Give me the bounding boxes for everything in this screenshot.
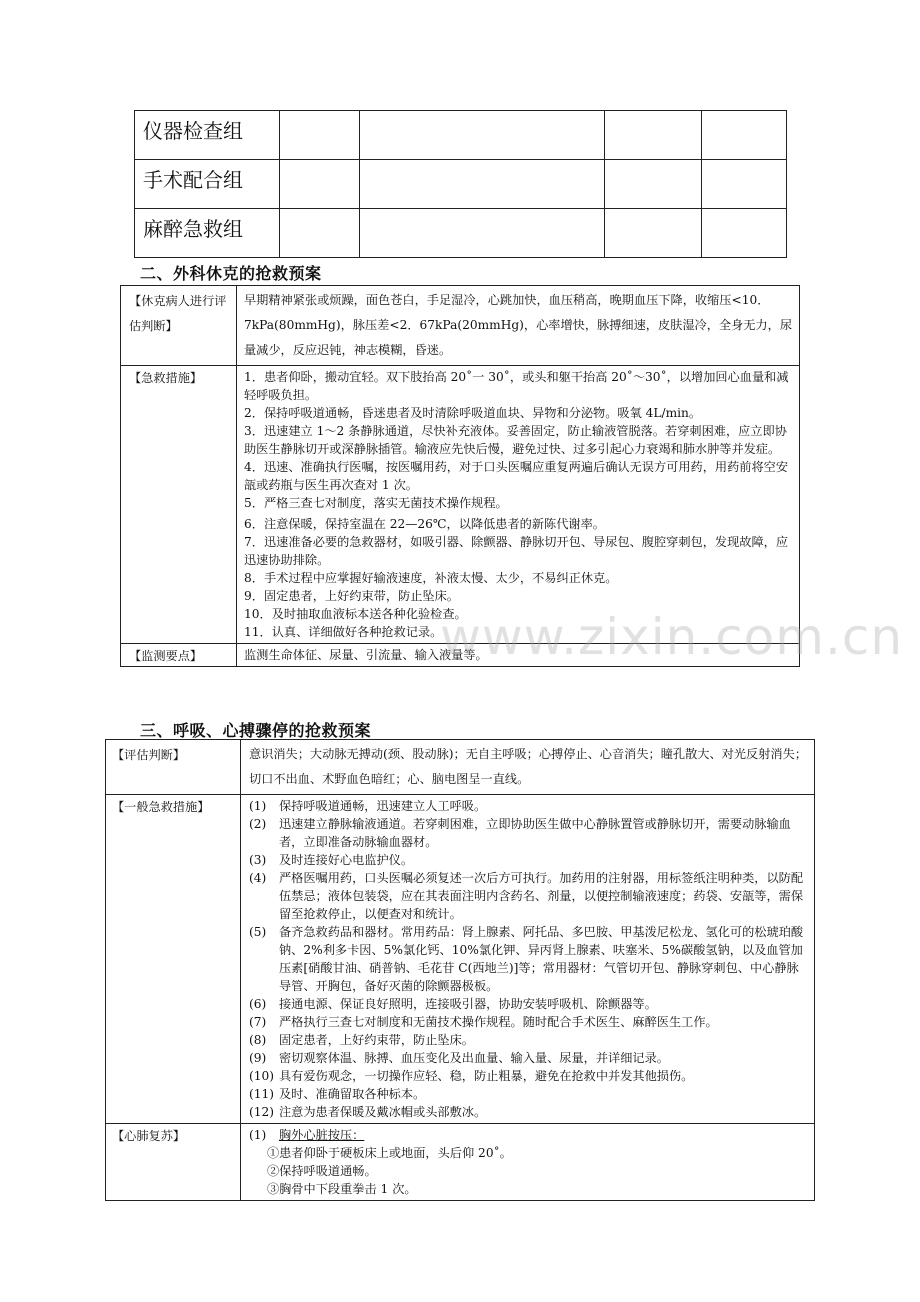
list-item (249, 923, 810, 995)
cpr-list (241, 1124, 815, 1201)
empty-cell (360, 209, 604, 258)
table-row (106, 1124, 815, 1201)
item-text: 备齐急救药品和器材。常用药品：肾上腺素、阿托品、多巴胺、甲基泼尼松龙、氢化可的松琥珀酸钠、2%利多卡因、5%氯化钙、10%氯化钾、异丙肾上腺素、呋塞米、5%碳酸氢钠，以及血管加压素[硝酸甘油、硝普钠、毛花苷 C(西地兰)]等；常用器材：气管切开包、静脉穿刺包、中心静脉导管、开胸包，备好灭菌的除颤器极板。 (279, 925, 804, 993)
list-item (249, 1049, 810, 1067)
empty-cell (702, 160, 787, 209)
empty-cell (360, 111, 604, 160)
row-label: 【休克病人进行评估判断】 (121, 286, 237, 366)
empty-cell (279, 111, 360, 160)
list-item (249, 1085, 810, 1103)
item-text: 接通电源、保证良好照明，连接吸引器，协助安装呼吸机、除颤器等。 (279, 997, 657, 1011)
row-label: 【急救措施】 (121, 366, 237, 644)
watermark: www.zixin.com.cn (440, 608, 904, 666)
item-text: 迅速建立静脉输液通道。若穿刺困难，立即协助医生做中心静脉置管或静脉切开，需要动脉输血者，立即准备动脉输血器材。 (279, 817, 791, 849)
section-title-arrest: 三、呼吸、心搏骤停的抢救预案 (140, 721, 372, 740)
list-item: 5．严格三查七对制度，落实无菌技术操作规程。 (244, 496, 508, 510)
table-row (135, 111, 787, 160)
list-item (249, 815, 810, 851)
list-item: 11．认真、详细做好各种抢救记录。 (244, 625, 443, 639)
empty-cell (604, 111, 702, 160)
item-number: (5) (249, 925, 267, 939)
empty-cell (604, 209, 702, 258)
general-measures-list (241, 795, 815, 1124)
empty-cell (604, 160, 702, 209)
table-row (106, 795, 815, 1124)
item-number: (6) (249, 997, 267, 1011)
list-item: 10．及时抽取血液标本送各种化验检查。 (244, 607, 467, 621)
item-number: (7) (249, 1015, 267, 1029)
list-item (249, 797, 810, 815)
item-number: (12) (249, 1105, 275, 1119)
item-text: 密切观察体温、脉搏、血压变化及出血量、输入量、尿量，并详细记录。 (279, 1051, 669, 1065)
list-item (249, 1067, 810, 1085)
group-name-cell: 麻醉急救组 (135, 209, 280, 258)
list-item: 6．注意保暖，保持室温在 22—26℃，以降低患者的新陈代谢率。 (244, 517, 605, 531)
item-number: (1) (249, 799, 267, 813)
measures-list (237, 366, 800, 644)
item-text: 保持呼吸道通畅，迅速建立人工呼吸。 (279, 799, 487, 813)
item-text: 及时连接好心电监护仪。 (279, 853, 414, 867)
row-content: 早期精神紧张或烦躁，面色苍白，手足湿冷，心跳加快，血压稍高，晚期血压下降，收缩压<10．7kPa(80mmHg)，脉压差<2．67kPa(20mmHg)，心率增快，脉搏细速，皮肤湿冷，全身无力，尿量减少，反应迟钝，神志模糊，昏迷。 (237, 286, 800, 366)
row-label: 【评估判断】 (106, 740, 241, 795)
list-item (249, 869, 810, 923)
list-item (249, 1013, 810, 1031)
arrest-plan-table (105, 739, 815, 1201)
list-item (249, 1103, 810, 1121)
table-row (106, 740, 815, 795)
list-item: 2．保持呼吸道通畅，昏迷患者及时清除呼吸道血块、异物和分泌物。吸氧 4L/min。 (244, 406, 702, 420)
item-number: (2) (249, 817, 267, 831)
table-row (135, 160, 787, 209)
list-item (249, 851, 810, 869)
item-number: (10) (249, 1069, 275, 1083)
list-item: 8．手术过程中应掌握好输液速度，补液太慢、太少，不易纠正休克。 (244, 571, 618, 585)
item-text: 具有爱伤观念，一切操作应轻、稳，防止粗暴，避免在抢救中并发其他损伤。 (279, 1069, 694, 1083)
item-number: (8) (249, 1033, 267, 1047)
table-row (121, 366, 800, 644)
item-text: 及时、准确留取各种标本。 (279, 1087, 426, 1101)
row-content: 监测生命体征、尿量、引流量、输入液量等。 (237, 644, 800, 667)
list-item: 7．迅速准备必要的急救器材，如吸引器、除颤器、静脉切开包、导尿包、腹腔穿刺包，发现故障，应迅速协助排除。 (244, 535, 789, 567)
list-item (249, 1031, 810, 1049)
list-item: 9．固定患者，上好约束带，防止坠床。 (244, 589, 459, 603)
empty-cell (360, 160, 604, 209)
list-item: ①患者仰卧于硬板床上或地面，头后仰 20˚。 (267, 1146, 512, 1160)
list-item: 3．迅速建立 1～2 条静脉通道，尽快补充液体。妥善固定，防止输液管脱落。若穿刺困难，应立即协助医生静脉切开或深静脉插管。输液应先快后慢，避免过快、过多引起心力衰竭和肺水肿等并发症。 (244, 424, 787, 456)
item-number: (4) (249, 871, 267, 885)
item-number: (9) (249, 1051, 267, 1065)
row-label: 【监测要点】 (121, 644, 237, 667)
item-number: (3) (249, 853, 267, 867)
empty-cell (279, 160, 360, 209)
list-item: 4．迅速、准确执行医嘱，按医嘱用药，对于口头医嘱应重复两遍后确认无误方可用药，用药前将空安瓿或药瓶与医生再次查对 1 次。 (244, 460, 789, 492)
section-title-shock: 二、外科休克的抢救预案 (140, 264, 322, 283)
empty-cell (279, 209, 360, 258)
table-row (135, 209, 787, 258)
row-label: 【心肺复苏】 (106, 1124, 241, 1201)
empty-cell (702, 209, 787, 258)
item-text: 注意为患者保暖及戴冰帽或头部敷冰。 (279, 1105, 487, 1119)
group-name-cell: 仪器检查组 (135, 111, 280, 160)
item-text: 固定患者，上好约束带，防止坠床。 (279, 1033, 474, 1047)
list-item: ②保持呼吸道通畅。 (267, 1164, 377, 1178)
list-item: ③胸骨中下段重拳击 1 次。 (267, 1182, 417, 1196)
group-table (134, 110, 787, 258)
item-number: (11) (249, 1087, 275, 1101)
item-number: (1) (249, 1128, 267, 1142)
list-item (249, 1126, 810, 1144)
item-text: 严格执行三查七对制度和无菌技术操作规程。随时配合手术医生、麻醉医生工作。 (279, 1015, 718, 1029)
item-text: 严格医嘱用药，口头医嘱必须复述一次后方可执行。加药用的注射器，用标签纸注明种类，以防配伍禁忌；液体包装袋，应在其表面注明内含药名、剂量，以便控制输液速度；药袋、安瓿等，需保留至抢救停止，以便查对和统计。 (279, 871, 804, 921)
group-name-cell: 手术配合组 (135, 160, 280, 209)
row-content: 意识消失；大动脉无搏动(颈、股动脉)；无自主呼吸；心搏停止、心音消失；瞳孔散大、对光反射消失；切口不出血、术野血色暗红；心、脑电图呈一直线。 (241, 740, 815, 795)
list-item (249, 995, 810, 1013)
list-item: 1．患者仰卧，搬动宜轻。双下肢抬高 20˚一 30˚，或头和躯干抬高 20˚～30˚，以增加回心血量和减轻呼吸负担。 (244, 370, 789, 402)
row-label: 【一般急救措施】 (106, 795, 241, 1124)
item-heading: 胸外心脏按压： (279, 1128, 365, 1142)
empty-cell (702, 111, 787, 160)
table-row (121, 286, 800, 366)
